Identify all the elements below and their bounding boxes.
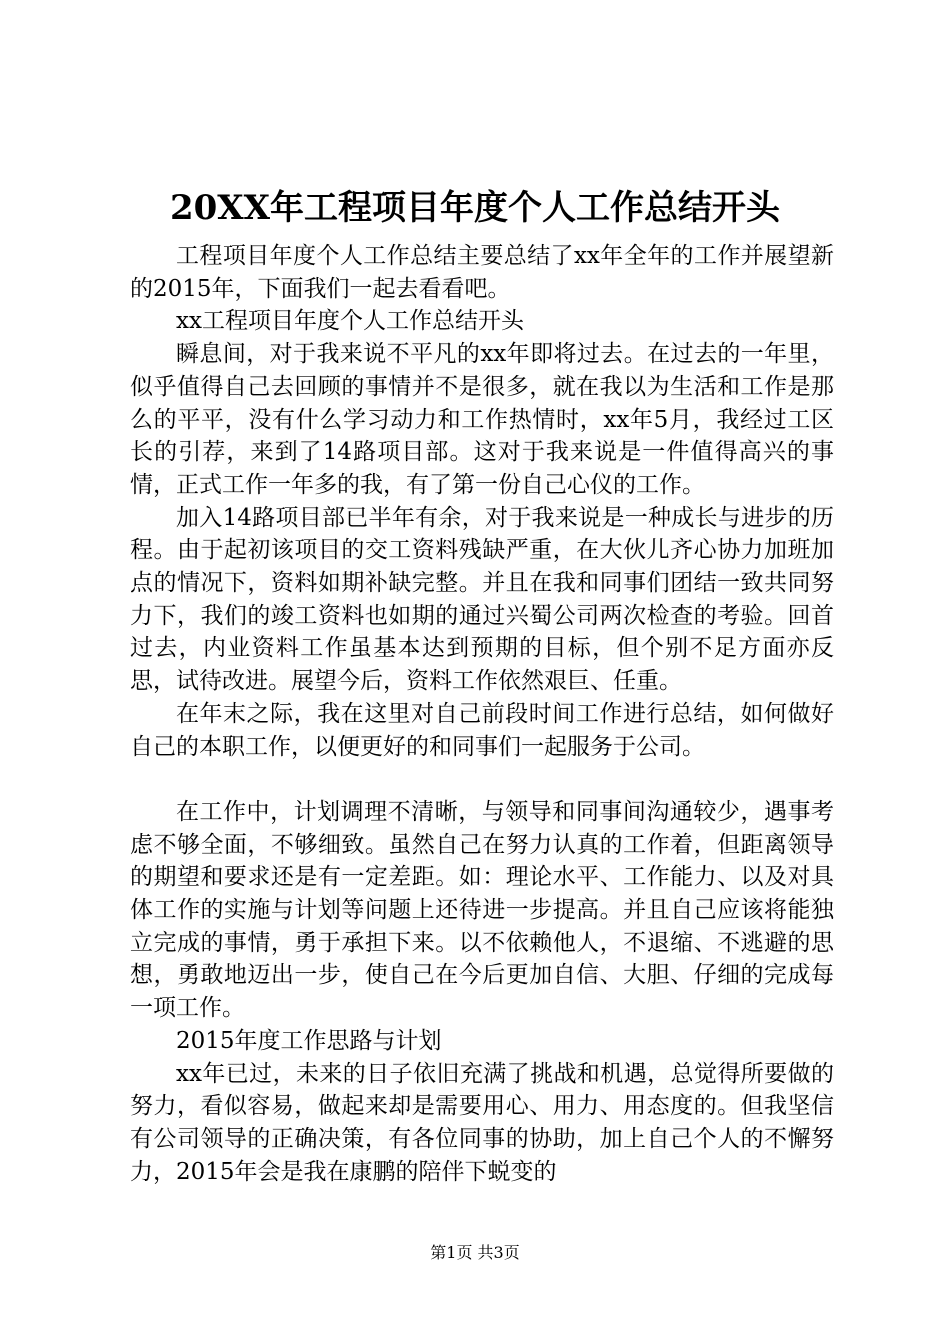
paragraph-outlook: xx年已过，未来的日子依旧充满了挑战和机遇，总觉得所要做的努力，看似容易，做起来却是需要用心、用力、用态度的。但我坚信有公司领导的正确决策，有各位同事的协助，加上自己个人的不懈努力，2015年会是我在康鹏的陪伴下蜕变的 [130, 1060, 834, 1185]
page-footer: 第1页 共3页 [430, 1243, 520, 1262]
paragraph-shortcomings: 在工作中，计划调理不清晰，与领导和同事间沟通较少，遇事考虑不够全面，不够细致。虽然自己在努力认真的工作着，但距离领导的期望和要求还是有一定差距。如：理论水平、工作能力、以及对具体工作的实施与计划等问题上还待进一步提高。并且自己应该将能独立完成的事情，勇于承担下来。以不依赖他人，不退缩、不逃避的思想，勇敢地迈出一步，使自己在今后更加自信、大胆、仔细的完成每一项工作。 [130, 798, 834, 1022]
paragraph-year-end: 在年末之际，我在这里对自己前段时间工作进行总结，如何做好自己的本职工作，以便更好的和同事们一起服务于公司。 [130, 700, 834, 760]
document-body [130, 240, 834, 1188]
document-title: 20XX年工程项目年度个人工作总结开头 [169, 188, 781, 228]
paragraph-subtitle: xx工程项目年度个人工作总结开头 [176, 308, 524, 335]
paragraph-intro: 工程项目年度个人工作总结主要总结了xx年全年的工作并展望新的2015年，下面我们一起去看看吧。 [130, 243, 834, 302]
paragraph-review: 瞬息间，对于我来说不平凡的xx年即将过去。在过去的一年里，似乎值得自己去回顾的事情并不是很多，就在我以为生活和工作是那么的平平，没有什么学习动力和工作热情时，xx年5月，我经过工区长的引荐，来到了14路项目部。这对于我来说是一件值得高兴的事情，正式工作一年多的我，有了第一份自己心仪的工作。 [130, 341, 834, 498]
paragraph-plan-heading: 2015年度工作思路与计划 [176, 1027, 442, 1054]
paragraph-progress: 加入14路项目部已半年有余，对于我来说是一种成长与进步的历程。由于起初该项目的交工资料残缺严重，在大伙儿齐心协力加班加点的情况下，资料如期补缺完整。并且在我和同事们团结一致共同努力下，我们的竣工资料也如期的通过兴蜀公司两次检查的考验。回首过去，内业资料工作虽基本达到预期的目标，但个别不足方面亦反思，试待改进。展望今后，资料工作依然艰巨、任重。 [130, 504, 834, 695]
